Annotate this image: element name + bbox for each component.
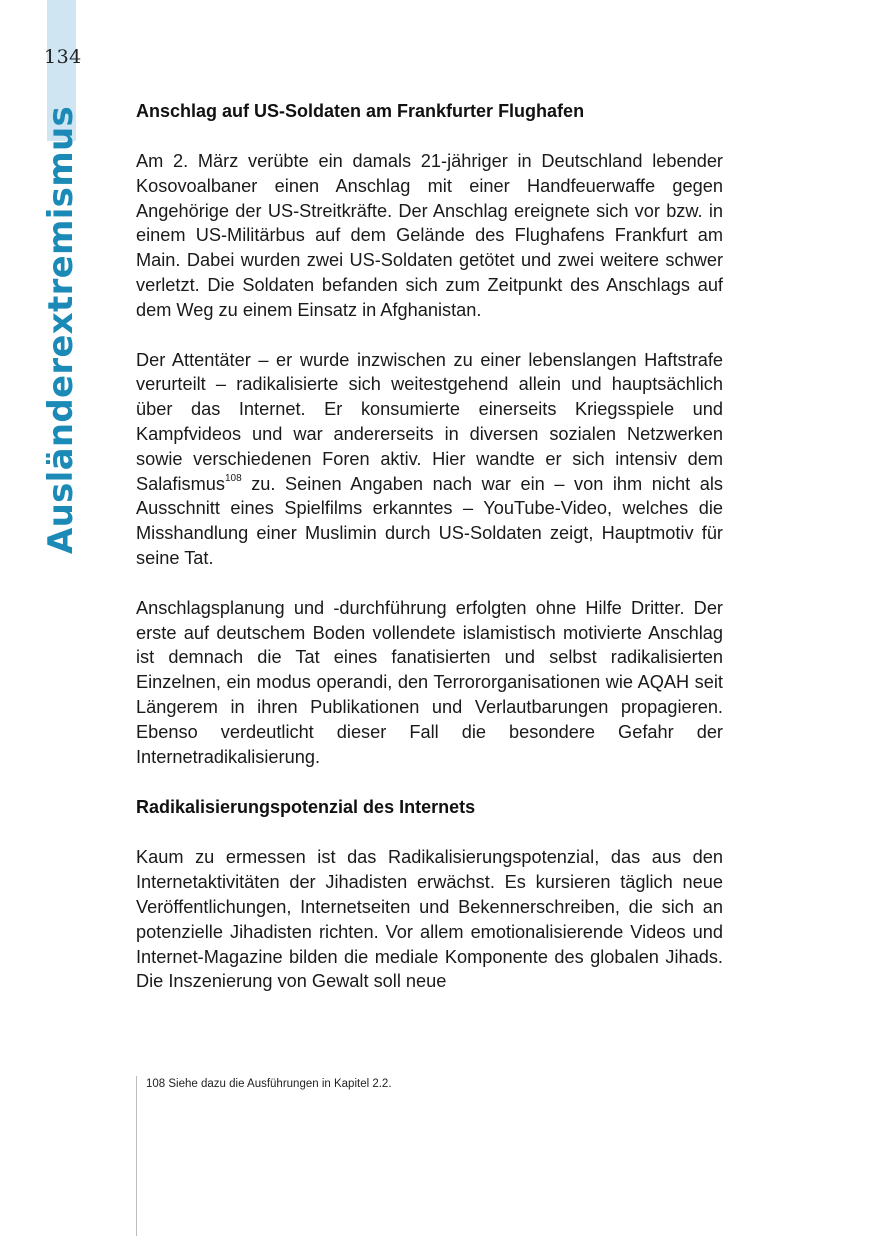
section-heading-anschlag: Anschlag auf US-Soldaten am Frankfurter Flughafen — [136, 101, 585, 121]
paragraph-4: Kaum zu ermessen ist das Radikalisierungspotenzial, das aus den Internetaktivitäten der Jihadisten erwächst. Es kursieren täglich neue Veröffentlichungen, Internetseiten und Bekennerschreiben, die sich an potenzielle Jihadisten richten. Vor allem emotionalisierende Videos und Internet-Magazine bilden die mediale Komponente des globalen Jihads. Die Inszenierung von Gewalt soll neue — [136, 847, 723, 992]
section-heading-radikalisierung: Radikalisierungspotenzial des Internets — [136, 797, 476, 818]
paragraph-1: Am 2. März verübte ein damals 21-jähriger in Deutschland lebender Kosovoalbaner einen Anschlag mit einer Handfeuerwaffe gegen Angehörige der US-Streitkräfte. Der Anschlag ereignete sich vor bzw. in einem US-Militärbus auf dem Gelände des Flughafens Frankfurt am Main. Dabei wurden zwei US-Soldaten getötet und zwei weitere schwer verletzt. Die Soldaten befanden sich zum Zeitpunkt des Anschlags auf dem Weg zu einem Einsatz in Afghanistan. — [136, 151, 723, 320]
paragraph-2 — [136, 348, 723, 571]
footnote-reference-108[interactable]: 108 — [224, 472, 242, 484]
paragraph-3: Anschlagsplanung und -durchführung erfolgten ohne Hilfe Dritter. Der erste auf deutschem Boden vollendete islamistisch motivierte Anschlag ist demnach die Tat eines fanatisierten und selbst radikalisierten Einzelnen, ein modus operandi, den Terrororganisationen wie AQAH seit Längerem in ihren Publikationen und Verlautbarungen propagieren. Ebenso verdeutlicht dieser Fall die besondere Gefahr der Internetradikalisierung. — [136, 597, 723, 767]
paragraph-2-text-a: Der Attentäter – er wurde inzwischen zu einer lebenslangen Haftstrafe verurteilt – radikalisierte sich weitestgehend allein und hauptsächlich über das Internet. Er konsumierte einerseits Kriegsspiele und Kampfvideos und war andererseits in diversen sozialen Netzwerken sowie verschiedenen Foren aktiv. Hier wandte er sich intensiv dem Salafismus — [136, 349, 723, 494]
page-number: 134 — [44, 46, 82, 68]
chapter-title: Ausländerextremismus — [41, 106, 81, 554]
paragraph-2-text-b: zu. Seinen Angaben nach war ein – von ihm nicht als Ausschnitt eines Spielfilms erkanntes – YouTube-Video, welches die Misshandlung einer Muslimin durch US-Soldaten zeigt, Hauptmotiv für seine Tat. — [136, 473, 723, 568]
footnote-108: 108 Siehe dazu die Ausführungen in Kapitel 2.2. — [146, 1078, 392, 1090]
main-content — [136, 98, 723, 994]
footnote-rule — [136, 1076, 137, 1236]
